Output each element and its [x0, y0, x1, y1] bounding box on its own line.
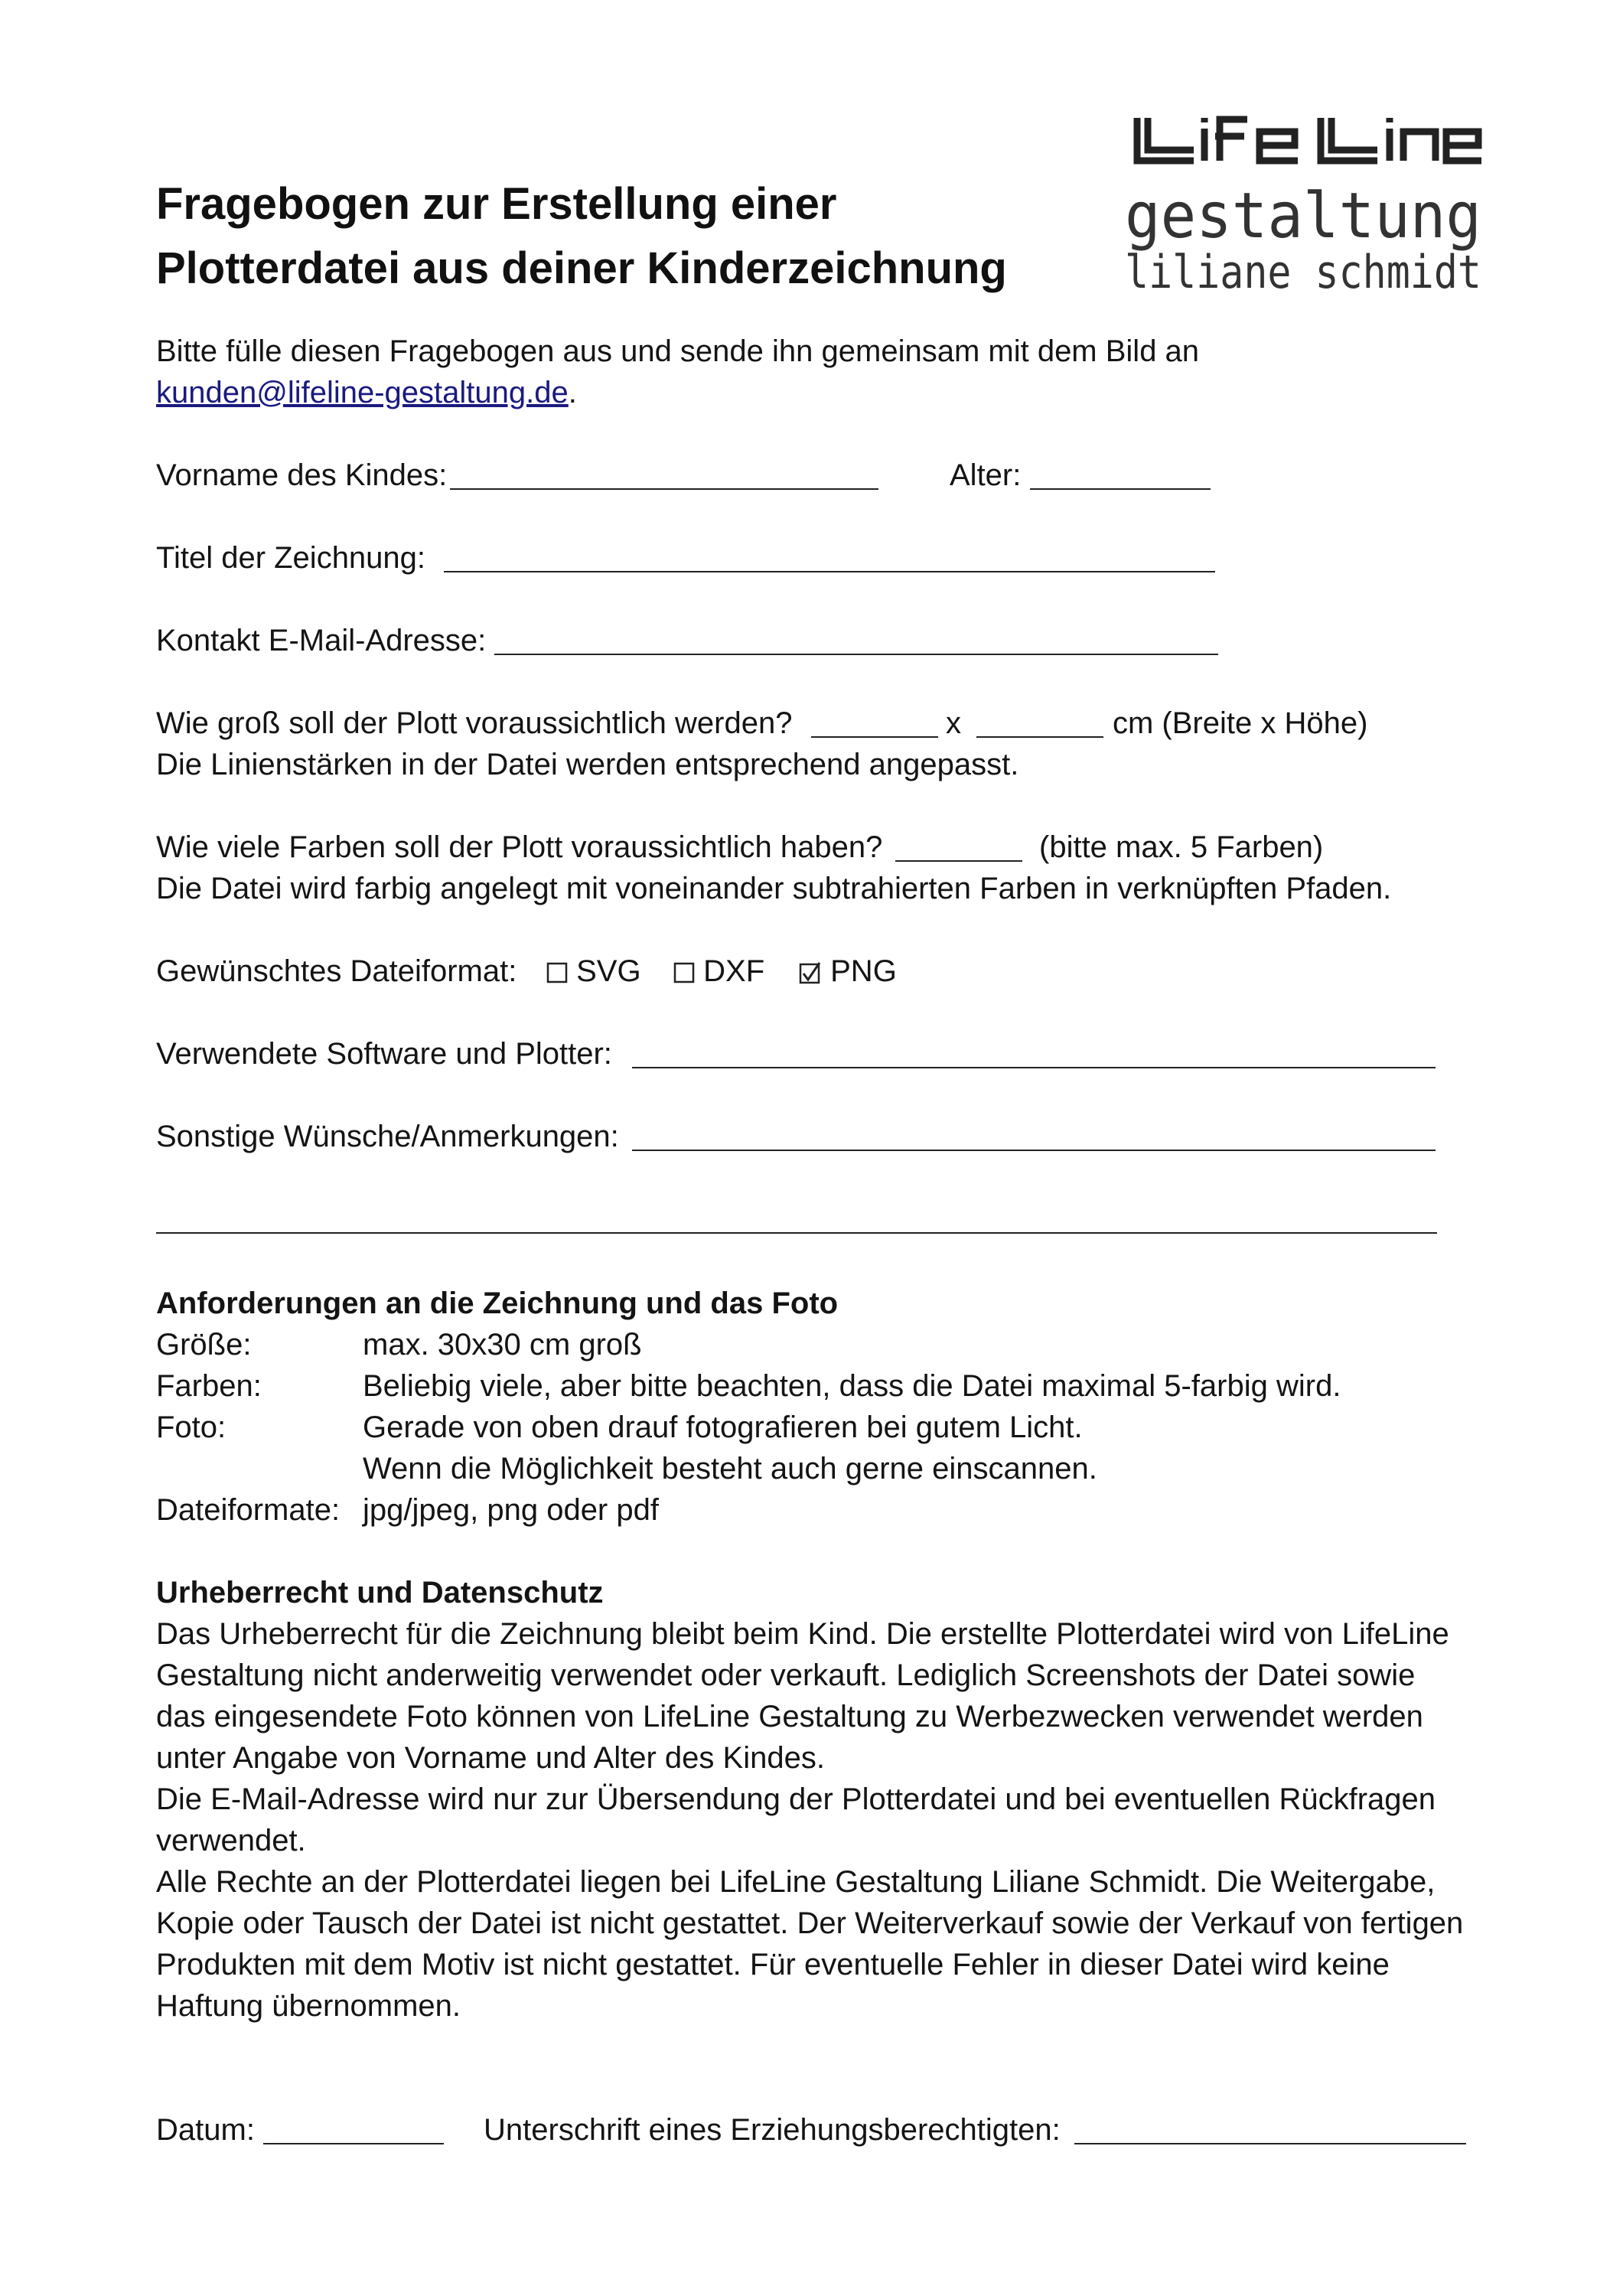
format-png-label: PNG	[830, 954, 897, 988]
checkbox-empty-icon[interactable]	[673, 962, 695, 983]
copyright-line: Die E-Mail-Adresse wird nur zur Übersendung der Plotterdatei und bei eventuellen Rückfragen	[156, 1782, 1436, 1816]
size-x: x	[946, 706, 961, 740]
requirements-row	[0, 1489, 1623, 1531]
format-option-png[interactable]	[799, 951, 897, 992]
email-label: Kontakt E-Mail-Adresse:	[156, 624, 487, 657]
software-field[interactable]	[632, 1067, 1436, 1068]
logo-text-name: liliane schmidt	[1125, 246, 1481, 299]
signature-field[interactable]	[1074, 2143, 1466, 2144]
requirement-label: Größe:	[156, 1328, 252, 1362]
copyright-heading: Urheberrecht und Datenschutz	[156, 1576, 604, 1609]
size-width-field[interactable]	[811, 736, 938, 738]
wishes-label: Sonstige Wünsche/Anmerkungen:	[156, 1120, 619, 1153]
intro-suffix: .	[568, 376, 577, 409]
size-unit: cm (Breite x Höhe)	[1113, 706, 1368, 740]
age-field[interactable]	[1030, 488, 1211, 490]
requirement-label: Dateiformate:	[156, 1493, 341, 1527]
signature-label: Unterschrift eines Erziehungsberechtigten:	[484, 2113, 1061, 2147]
colors-count-field[interactable]	[895, 860, 1022, 862]
format-option-dxf[interactable]	[673, 951, 764, 992]
requirements-heading: Anforderungen an die Zeichnung und das Foto	[156, 1287, 839, 1320]
requirement-value: Gerade von oben drauf fotografieren bei gutem Licht.	[363, 1411, 1083, 1444]
date-field[interactable]	[263, 2143, 444, 2144]
colors-note: Die Datei wird farbig angelegt mit voneinander subtrahierten Farben in verknüpften Pfaden.	[156, 872, 1392, 905]
copyright-line: Gestaltung nicht anderweitig verwendet oder verkauft. Lediglich Screenshots der Datei sowie	[156, 1658, 1416, 1692]
size-height-field[interactable]	[976, 736, 1103, 738]
checkbox-empty-icon[interactable]	[546, 962, 568, 983]
format-dxf-label: DXF	[703, 954, 765, 988]
logo-text-gestaltung: gestaltung	[1125, 180, 1481, 253]
requirement-label: Foto:	[156, 1411, 227, 1444]
date-label: Datum:	[156, 2113, 255, 2147]
title-line-1: Fragebogen zur Erstellung einer	[156, 179, 837, 229]
requirement-value: jpg/jpeg, png oder pdf	[363, 1493, 659, 1527]
requirements-row	[0, 1324, 1623, 1365]
format-label: Gewünschtes Dateiformat:	[156, 954, 517, 988]
requirements-row	[0, 1407, 1623, 1448]
page-title	[156, 172, 1074, 301]
copyright-line: unter Angabe von Vorname und Alter des Kindes.	[156, 1741, 825, 1775]
email-field[interactable]	[494, 654, 1218, 655]
requirement-value: Beliebig viele, aber bitte beachten, dass die Datei maximal 5-farbig wird.	[363, 1369, 1341, 1403]
lifeline-logo	[1125, 84, 1484, 298]
copyright-line: Das Urheberrecht für die Zeichnung bleibt beim Kind. Die erstellte Plotterdatei wird von LifeLine	[156, 1617, 1449, 1651]
drawing-title-label: Titel der Zeichnung:	[156, 541, 426, 575]
size-question: Wie groß soll der Plott voraussichtlich werden?	[156, 706, 793, 740]
copyright-line: Alle Rechte an der Plotterdatei liegen bei LifeLine Gestaltung Liliane Schmidt. Die Weitergabe,	[156, 1865, 1436, 1899]
wishes-field[interactable]	[632, 1150, 1436, 1151]
software-label: Verwendete Software und Plotter:	[156, 1037, 612, 1071]
child-name-field[interactable]	[450, 488, 878, 490]
intro-email-line	[156, 372, 577, 413]
copyright-line: Produkten mit dem Motiv ist nicht gestattet. Für eventuelle Fehler in dieser Datei wird keine	[156, 1948, 1390, 1981]
intro-text: Bitte fülle diesen Fragebogen aus und sende ihn gemeinsam mit dem Bild an	[156, 334, 1200, 368]
copyright-line: das eingesendete Foto können von LifeLine Gestaltung zu Werbezwecken verwendet werden	[156, 1700, 1423, 1733]
drawing-title-field[interactable]	[444, 571, 1215, 572]
copyright-line: verwendet.	[156, 1824, 306, 1857]
requirements-row	[0, 1365, 1623, 1407]
email-link[interactable]: kunden@lifeline-gestaltung.de	[156, 376, 569, 409]
title-line-2: Plotterdatei aus deiner Kinderzeichnung	[156, 243, 1007, 293]
child-name-label: Vorname des Kindes:	[156, 458, 448, 492]
requirement-value: max. 30x30 cm groß	[363, 1328, 642, 1362]
requirements-row	[0, 1448, 1623, 1489]
requirement-value: Wenn die Möglichkeit besteht auch gerne einscannen.	[363, 1452, 1097, 1486]
size-note: Die Linienstärken in der Datei werden entsprechend angepasst.	[156, 748, 1019, 781]
colors-question: Wie viele Farben soll der Plott voraussichtlich haben?	[156, 830, 883, 864]
colors-hint: (bitte max. 5 Farben)	[1039, 830, 1324, 864]
wishes-field-line-2[interactable]	[156, 1232, 1437, 1234]
copyright-line: Haftung übernommen.	[156, 1989, 461, 2023]
copyright-line: Kopie oder Tausch der Datei ist nicht gestattet. Der Weiterverkauf sowie der Verkauf von fertigen	[156, 1906, 1464, 1940]
format-svg-label: SVG	[576, 954, 641, 988]
age-label: Alter:	[950, 458, 1022, 492]
requirement-label: Farben:	[156, 1369, 262, 1403]
checkbox-checked-icon[interactable]	[799, 961, 822, 984]
format-option-svg[interactable]	[546, 951, 641, 992]
